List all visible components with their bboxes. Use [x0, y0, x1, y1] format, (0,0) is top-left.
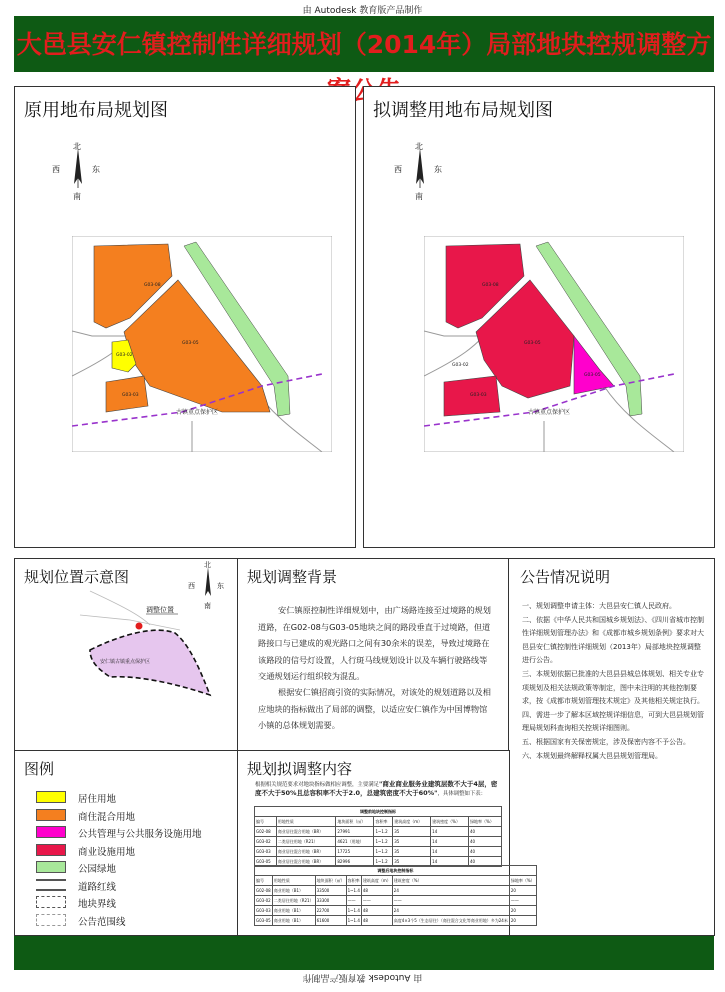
- table-header-cell: 容积率: [374, 817, 393, 827]
- background-title: 规划调整背景: [247, 568, 338, 586]
- location-zone-label: 安仁镇古镇重点保护区: [100, 659, 151, 665]
- original-land-use-map: [72, 236, 332, 452]
- table-cell: 33500: [315, 886, 346, 896]
- legend-label: 公告范围线: [78, 916, 126, 928]
- table-cell: 40: [469, 847, 502, 857]
- label-g0305: G03-05: [182, 341, 199, 346]
- table-cell: 24: [392, 906, 509, 916]
- label-g0308: G03-08: [144, 283, 161, 288]
- table-header-cell: 地块面积（㎡）: [336, 817, 374, 827]
- notice-list: [522, 600, 704, 763]
- table-cell: G03-05: [255, 857, 277, 867]
- page-title: 大邑县安仁镇控制性详细规划（2014年）局部地块控规调整方: [16, 30, 712, 59]
- table-header-cell: 编号: [255, 876, 273, 886]
- legend-label: 地块界线: [78, 899, 117, 910]
- table-header-cell: 地块面积（㎡）: [315, 876, 346, 886]
- table-cell: 35: [393, 857, 431, 867]
- table-cell: 商业用地（B1）: [272, 916, 315, 926]
- table-cell: 1~1.2: [374, 847, 393, 857]
- compass-east-label: 东: [434, 165, 442, 174]
- table-cell: 27991: [336, 827, 374, 837]
- legend-swatch: [36, 861, 66, 873]
- table-header-cell: 容积率: [346, 876, 361, 886]
- table-cell: G02-08: [255, 827, 277, 837]
- content-intro-c: ，具体调整如下表：: [437, 791, 487, 797]
- table-cell: 20: [509, 906, 536, 916]
- table-cell: G03-02: [255, 837, 277, 847]
- table-cell: 61600: [315, 916, 346, 926]
- table-row: [255, 896, 537, 906]
- label-protection-zone: 古镇重点保护区: [528, 409, 571, 416]
- compass-east-label: 东: [217, 582, 224, 590]
- table-cell: ——: [392, 896, 509, 906]
- table-cell: 二类居住用地（R21）: [276, 837, 336, 847]
- compass-north-icon: [394, 140, 446, 200]
- watermark-top: 由 Autodesk 教育版产品制作: [302, 6, 423, 16]
- legend-swatch: [36, 809, 66, 821]
- table-header-row: [255, 817, 502, 827]
- table-cell: ——: [361, 896, 392, 906]
- original-plan-title: 原用地布局规划图: [24, 100, 168, 121]
- compass-north-label: 北: [415, 142, 423, 151]
- table-cell: 24: [392, 886, 509, 896]
- table-cell: 高度4×3个5（生态居住）（商住混合文化等商业用地）多为24米: [392, 916, 509, 926]
- content-intro-a: 根据相关规范要求对地块指标做相应调整，主要满足: [255, 782, 379, 788]
- adjusted-plan-title: 拟调整用地布局规划图: [373, 100, 553, 121]
- table-cell: ——: [346, 896, 361, 906]
- label-protection-zone: 古镇重点保护区: [176, 409, 219, 416]
- notice-item: 三、本规划依据已批准的大邑县县城总体规划、相关专业专项规划及相关法规政策等制定，图中未注明的其他控制要求，按《成都市规划管理技术规定》及其他相关规定执行。: [522, 669, 704, 706]
- table-cell: G03-05: [255, 916, 273, 926]
- table-cell: 40: [469, 837, 502, 847]
- table-header-row: [255, 876, 537, 886]
- table-cell: G02-08: [255, 886, 273, 896]
- notice-item: 六、本规划最终解释权属大邑县规划管理局。: [522, 751, 662, 760]
- table-cell: 14: [431, 827, 469, 837]
- table-cell: 35: [393, 847, 431, 857]
- content-title: 规划拟调整内容: [247, 760, 353, 778]
- legend-swatch: [36, 791, 66, 803]
- compass-south-label: 南: [415, 192, 423, 200]
- table-cell: 48: [361, 906, 392, 916]
- table-cell: 35: [393, 827, 431, 837]
- table-after: [254, 865, 537, 926]
- label-g0305: G03-05: [524, 341, 541, 346]
- compass-north-label: 北: [73, 142, 81, 151]
- table-cell: 1~1.4: [346, 916, 361, 926]
- table-cell: 20: [509, 916, 536, 926]
- table-cell: 商业用地（B1）: [272, 906, 315, 916]
- legend-label: 居住用地: [78, 794, 117, 805]
- table-cell: G03-03: [255, 906, 273, 916]
- table-cell: 48: [361, 916, 392, 926]
- legend-label: 商业设施用地: [78, 846, 136, 858]
- table-cell: 48: [361, 886, 392, 896]
- notice-title: 公告情况说明: [520, 568, 611, 586]
- table-header-cell: 建筑密度（%）: [431, 817, 469, 827]
- table-cell: ——: [509, 896, 536, 906]
- table-cell: 14: [431, 847, 469, 857]
- label-g0303: G03-03: [122, 393, 139, 398]
- legend-swatch: [36, 896, 66, 908]
- table-cell: 82996: [336, 857, 374, 867]
- table-header-cell: 编号: [255, 817, 277, 827]
- table-cell: 33300: [315, 896, 346, 906]
- footer-band: [14, 935, 714, 970]
- table-cell: 14: [431, 857, 469, 867]
- table-cell: 二类居住用地（R21）: [272, 896, 315, 906]
- table-caption: 调整前地块控制指标: [255, 807, 502, 817]
- legend-label: 公园绿地: [78, 864, 117, 875]
- table-header-cell: 绿地率（%）: [469, 817, 502, 827]
- compass-south-label: 南: [73, 192, 81, 200]
- background-paragraph-2: 根据安仁镇招商引资的实际情况，对该处的规划道路以及相应地块的指标做出了局部的调整，以适应安仁镇作为中国博物馆小镇的总体规划需要。: [258, 687, 491, 730]
- table-row: [255, 886, 537, 896]
- location-marker-dot: [136, 623, 143, 630]
- table-caption: 调整后地块控制指标: [255, 866, 537, 876]
- label-g0302: G03-02: [452, 363, 469, 368]
- table-cell: 1~1.4: [346, 886, 361, 896]
- location-map: [60, 585, 228, 700]
- table-cell: 22700: [315, 906, 346, 916]
- table-cell: 商业居住混合用地（BR）: [276, 847, 336, 857]
- table-row: [255, 916, 537, 926]
- table-header-cell: 建筑高度（m）: [393, 817, 431, 827]
- table-cell: 17725: [336, 847, 374, 857]
- table-header-cell: 绿地率（%）: [509, 876, 536, 886]
- table-cell: 20: [509, 886, 536, 896]
- compass-north-label: 北: [204, 561, 211, 569]
- table-header-cell: 建筑高度（m）: [361, 876, 392, 886]
- compass-east-label: 东: [92, 165, 100, 174]
- table-cell: 40: [469, 827, 502, 837]
- content-intro: [255, 780, 500, 798]
- table-cell: 4621（用地）: [336, 837, 374, 847]
- compass-west-label: 西: [394, 165, 402, 174]
- watermark-bottom: 由 Autodesk 教育版产品制作: [302, 972, 423, 982]
- table-header-cell: 建筑密度（%）: [392, 876, 509, 886]
- label-g0305-b: G03-05: [584, 373, 601, 378]
- label-g0302: G03-02: [116, 353, 133, 358]
- table-row: [255, 847, 502, 857]
- legend-label: 道路红线: [78, 881, 117, 893]
- table-before: [254, 806, 502, 867]
- notice-item: 一、规划调整申请主体：大邑县安仁镇人民政府。: [522, 602, 676, 610]
- adjusted-land-use-map: [424, 236, 684, 452]
- label-g0303: G03-03: [470, 393, 487, 398]
- table-cell: G03-03: [255, 847, 277, 857]
- table-cell: 商业居住混合用地（BR）: [276, 857, 336, 867]
- table-cell: 商业用地（B1）: [272, 886, 315, 896]
- content-intro-b: "商业商业服务业建筑层数不大于4层，密度不大于50%且总容积率不大于2.0，总建筑密度不大于60%": [255, 780, 498, 797]
- table-row: [255, 827, 502, 837]
- legend-swatch: [36, 844, 66, 856]
- label-g0308: G03-08: [482, 283, 499, 288]
- notice-item: 二、依据《中华人民共和国城乡规划法》、《四川省城市控制性详细规划管理办法》和《成都市城乡规划条例》要求对大邑县安仁镇控制性详细规划（2013年）局部地块控规调整进行公告。: [522, 615, 704, 665]
- table-cell: 1~1.2: [374, 857, 393, 867]
- table-cell: 40: [469, 857, 502, 867]
- legend-swatch: [36, 879, 66, 891]
- background-paragraph-1: 安仁镇原控制性详细规划中，由广场路连接至过境路的规划道路，在G02-08与G03-05地块之间的路段垂直于过境路，但道路接口与已建成的观光路口之间有30余米的误差，导致过境路在该路段的信号灯设置，人行斑马线规划设计以及车辆行驶路线等交通规划运行组织较为混乱。: [258, 605, 491, 681]
- location-marker-label: 调整位置: [146, 606, 174, 614]
- legend-label: 公共管理与公共服务设施用地: [78, 829, 202, 840]
- table-row: [255, 906, 537, 916]
- compass-north-icon: [52, 140, 104, 200]
- legend-label: 商住混合用地: [78, 811, 136, 823]
- table-header-cell: 用地性质: [276, 817, 336, 827]
- table-cell: 14: [431, 837, 469, 847]
- legend-swatch: [36, 826, 66, 838]
- notice-item: 五、根据国家有关保密规定，涉及保密内容不予公告。: [522, 737, 690, 746]
- legend-title: 图例: [24, 760, 55, 778]
- table-cell: 35: [393, 837, 431, 847]
- location-title: 规划位置示意图: [24, 568, 130, 586]
- compass-south-label: 南: [204, 602, 211, 610]
- table-cell: 1~1.4: [346, 906, 361, 916]
- table-cell: 1~1.2: [374, 827, 393, 837]
- table-cell: G03-02: [255, 896, 273, 906]
- table-header-cell: 用地性质: [272, 876, 315, 886]
- table-row: [255, 837, 502, 847]
- compass-west-label: 西: [188, 582, 195, 590]
- compass-west-label: 西: [52, 165, 60, 174]
- notice-item: 四、需进一步了解本区域控规详细信息，可到大邑县规划管理局规划科查询相关控规详细图则。: [522, 710, 704, 733]
- table-cell: 商业居住混合用地（BR）: [276, 827, 336, 837]
- table-cell: 1~1.2: [374, 837, 393, 847]
- legend-swatch: [36, 914, 66, 926]
